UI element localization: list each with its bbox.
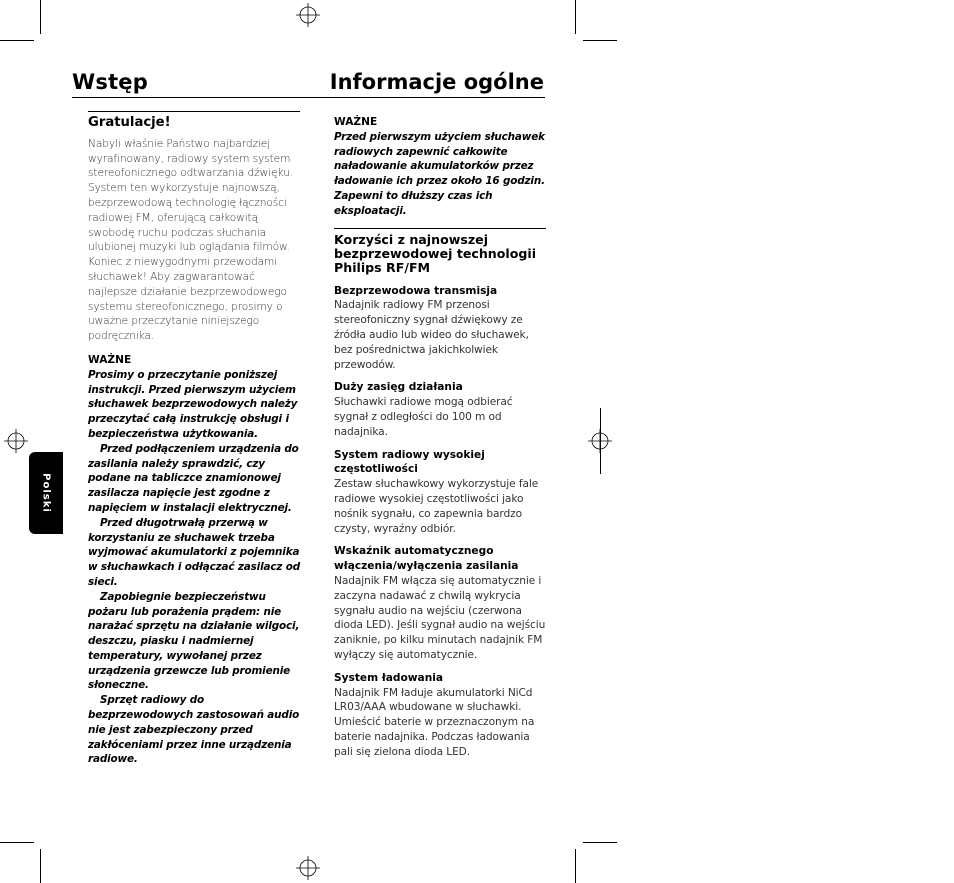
feature-title: Wskaźnik automatycznego włączenia/wyłączenia zasilania bbox=[334, 545, 519, 573]
page-title-right: Informacje ogólne bbox=[329, 70, 544, 94]
right-column bbox=[334, 111, 546, 759]
crop-mark bbox=[40, 0, 41, 34]
section-heading: Gratulacje! bbox=[88, 115, 171, 130]
feature-text: Słuchawki radiowe mogą odbierać sygnał z odległości do 100 m od nadajnika. bbox=[334, 396, 513, 438]
language-tab bbox=[29, 452, 63, 534]
feature-item bbox=[334, 671, 546, 760]
crop-mark bbox=[600, 408, 601, 474]
feature-item bbox=[334, 380, 546, 439]
important-note: Przed pierwszym użyciem słuchawek radiowych zapewnić całkowite naładowanie akumulatorków przez ładowanie ich przez około 16 godzin. Zapewni to dłuższy czas ich eksploatacji. bbox=[334, 130, 545, 217]
registration-mark-icon bbox=[296, 856, 320, 880]
crop-mark bbox=[0, 842, 34, 843]
intro-paragraph: Nabyli właśnie Państwo najbardziej wyrafinowany, radiowy system system stereofonicznego odtwarzania dźwięku. System ten wykorzystuje najnowszą, bezprzewodową technologię łączności radiowej FM, oferującą całkowitą swobodę ruchu podczas słuchania ulubionej muzyki lub oglądania filmów. Koniec z niewygodnymi przewodami słuchawek! Aby zagwarantować najlepsze działanie bezprzewodowego systemu stereofonicznego, prosimy o uważne przeczytanie niniejszego podręcznika. bbox=[88, 137, 294, 343]
crop-mark bbox=[575, 849, 576, 883]
page-title-left: Wstęp bbox=[72, 70, 148, 94]
feature-text: Zestaw słuchawkowy wykorzystuje fale radiowe wysokiej częstotliwości jako nośnik sygnału, co zapewnia bardzo czysty, wyraźny odbiór. bbox=[334, 478, 539, 535]
feature-item bbox=[334, 544, 546, 662]
crop-mark bbox=[40, 849, 41, 883]
feature-item bbox=[334, 448, 546, 537]
important-label: WAŻNE bbox=[88, 353, 132, 366]
important-label: WAŻNE bbox=[334, 116, 378, 128]
section-rule bbox=[88, 111, 300, 112]
crop-mark bbox=[583, 40, 617, 41]
warning-paragraph: Sprzęt radiowy do bezprzewodowych zastosowań audio nie jest zabezpieczony przed zakłóceniami przez inne urządzenia radiowe. bbox=[88, 694, 300, 766]
warning-paragraph: Zapobiegnie bezpieczeństwu pożaru lub porażenia prądem: nie narażać sprzętu na działanie wilgoci, deszczu, piasku i nadmiernej temperatury, wywołanej przez urządzenia grzewcze lub promienie słoneczne. bbox=[88, 590, 300, 692]
warning-paragraph: Przed długotrwałą przerwą w korzystaniu ze słuchawek trzeba wyjmować akumulatorki z pojemnika w słuchawkach i odłączać zasilacz od sieci. bbox=[88, 516, 300, 588]
feature-title: Duży zasięg działania bbox=[334, 381, 463, 394]
feature-title: System ładowania bbox=[334, 671, 444, 684]
left-column bbox=[88, 111, 300, 767]
crop-mark bbox=[0, 40, 34, 41]
crop-mark bbox=[583, 842, 617, 843]
feature-text: Nadajnik radiowy FM przenosi stereofoniczny sygnał dźwiękowy ze źródła audio lub wideo do słuchawek, bez pośrednictwa jakichkolwiek przewodów. bbox=[334, 299, 529, 371]
registration-mark-icon bbox=[296, 3, 320, 27]
warning-block bbox=[88, 368, 300, 768]
feature-text: Nadajnik FM włącza się automatycznie i zaczyna nadawać z chwilą wykrycia sygnału audio na wejściu (czerwona dioda LED). Jeśli sygnał audio na wejściu zaniknie, po kilku minutach nadajnik FM wyłączy się automatycznie. bbox=[334, 574, 546, 661]
registration-mark-icon bbox=[4, 429, 28, 453]
section-rule bbox=[334, 228, 546, 229]
section-heading: Korzyści z najnowszej bezprzewodowej technologii Philips RF/FM bbox=[334, 231, 537, 275]
feature-item bbox=[334, 284, 546, 373]
feature-title: Bezprzewodowa transmisja bbox=[334, 284, 498, 297]
language-tab-label: Polski bbox=[40, 473, 52, 513]
crop-mark bbox=[575, 0, 576, 34]
feature-title: System radiowy wysokiej częstotliwości bbox=[334, 448, 485, 476]
feature-text: Nadajnik FM ładuje akumulatorki NiCd LR03/AAA wbudowane w słuchawki. Umieścić baterie w przeznaczonym na baterie nadajnika. Podczas ładowania pali się zielona dioda LED. bbox=[334, 686, 535, 758]
header-rule bbox=[72, 97, 545, 98]
warning-paragraph: Prosimy o przeczytanie poniższej instrukcji. Przed pierwszym użyciem słuchawek bezprzewodowych należy przeczytać całą instrukcję obsługi i bezpieczeństwa użytkowania. bbox=[88, 368, 298, 440]
warning-paragraph: Przed podłączeniem urządzenia do zasilania należy sprawdzić, czy podane na tabliczce znamionowej zasilacza napięcie jest zgodne z napięciem w instalacji elektrycznej. bbox=[88, 442, 299, 514]
